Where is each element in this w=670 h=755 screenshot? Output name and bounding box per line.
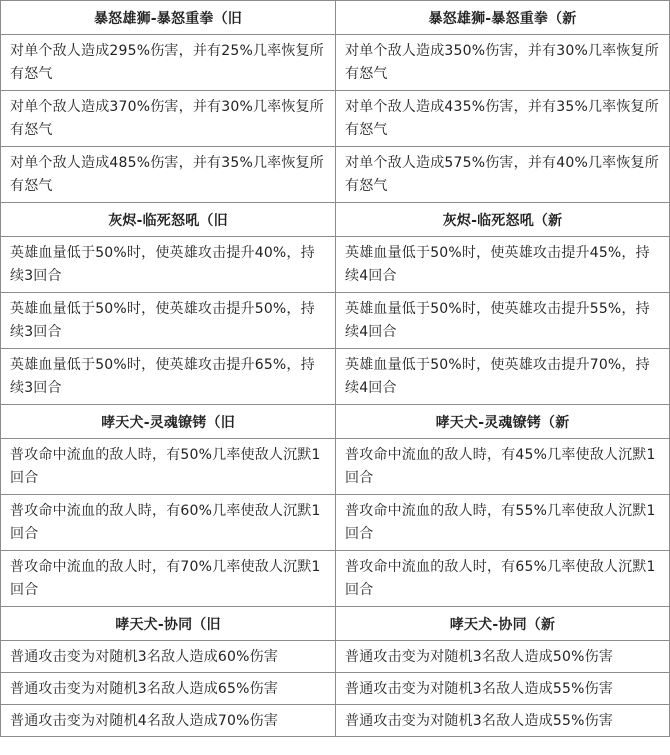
old-skill-effect: 对单个敌人造成485%伤害，并有35%几率恢复所有怒气 — [1, 147, 336, 203]
table-row — [1, 673, 670, 705]
new-skill-effect: 对单个敌人造成575%伤害，并有40%几率恢复所有怒气 — [336, 147, 670, 203]
new-skill-effect: 对单个敌人造成350%伤害，并有30%几率恢复所有怒气 — [336, 35, 670, 91]
old-skill-effect: 普攻命中流血的敌人时，有70%几率使敌人沉默1回合 — [1, 551, 336, 607]
new-skill-effect: 普攻命中流血的敌人時，有45%几率使敌人沉默1回合 — [336, 439, 670, 495]
new-skill-effect: 普攻命中流血的敌人時，有55%几率使敌人沉默1回合 — [336, 495, 670, 551]
section-header-row — [1, 405, 670, 439]
new-skill-effect: 对单个敌人造成435%伤害，并有35%几率恢复所有怒气 — [336, 91, 670, 147]
table-row — [1, 293, 670, 349]
old-skill-effect: 英雄血量低于50%时，使英雄攻击提升65%，持续3回合 — [1, 349, 336, 405]
table-row — [1, 551, 670, 607]
new-skill-title: 哮天犬-灵魂镣铐（新 — [336, 405, 670, 439]
table-row — [1, 147, 670, 203]
old-skill-title: 暴怒雄狮-暴怒重拳（旧 — [1, 1, 336, 35]
table-row — [1, 495, 670, 551]
table-row — [1, 439, 670, 495]
old-skill-effect: 普通攻击变为对随机3名敌人造成65%伤害 — [1, 673, 336, 705]
old-skill-effect: 普通攻击变为对随机4名敌人造成70%伤害 — [1, 705, 336, 737]
new-skill-title: 暴怒雄狮-暴怒重拳（新 — [336, 1, 670, 35]
table-row — [1, 349, 670, 405]
table-row — [1, 237, 670, 293]
new-skill-effect: 普通攻击变为对随机3名敌人造成50%伤害 — [336, 641, 670, 673]
old-skill-effect: 英雄血量低于50%时，使英雄攻击提升50%，持续3回合 — [1, 293, 336, 349]
new-skill-effect: 普通攻击变为对随机3名敌人造成55%伤害 — [336, 673, 670, 705]
old-skill-title: 哮天犬-协同（旧 — [1, 607, 336, 641]
new-skill-title: 哮天犬-协同（新 — [336, 607, 670, 641]
old-skill-effect: 对单个敌人造成295%伤害，并有25%几率恢复所有怒气 — [1, 35, 336, 91]
new-skill-effect: 英雄血量低于50%时，使英雄攻击提升45%，持续4回合 — [336, 237, 670, 293]
section-header-row — [1, 203, 670, 237]
table-row — [1, 35, 670, 91]
old-skill-effect: 英雄血量低于50%时，使英雄攻击提升40%，持续3回合 — [1, 237, 336, 293]
old-skill-effect: 普攻命中流血的敌人時，有50%几率使敌人沉默1回合 — [1, 439, 336, 495]
table-row — [1, 91, 670, 147]
old-skill-title: 哮天犬-灵魂镣铐（旧 — [1, 405, 336, 439]
section-header-row — [1, 607, 670, 641]
old-skill-effect: 普通攻击变为对随机3名敌人造成60%伤害 — [1, 641, 336, 673]
old-skill-effect: 对单个敌人造成370%伤害，并有30%几率恢复所有怒气 — [1, 91, 336, 147]
table-row — [1, 641, 670, 673]
new-skill-title: 灰烬-临死怒吼（新 — [336, 203, 670, 237]
table-row — [1, 705, 670, 737]
new-skill-effect: 英雄血量低于50%时，使英雄攻击提升70%，持续4回合 — [336, 349, 670, 405]
new-skill-effect: 普攻命中流血的敌人时，有65%几率使敌人沉默1回合 — [336, 551, 670, 607]
section-header-row — [1, 1, 670, 35]
new-skill-effect: 普通攻击变为对随机3名敌人造成55%伤害 — [336, 705, 670, 737]
old-skill-title: 灰烬-临死怒吼（旧 — [1, 203, 336, 237]
old-skill-effect: 普攻命中流血的敌人時，有60%几率使敌人沉默1回合 — [1, 495, 336, 551]
new-skill-effect: 英雄血量低于50%时，使英雄攻击提升55%，持续4回合 — [336, 293, 670, 349]
